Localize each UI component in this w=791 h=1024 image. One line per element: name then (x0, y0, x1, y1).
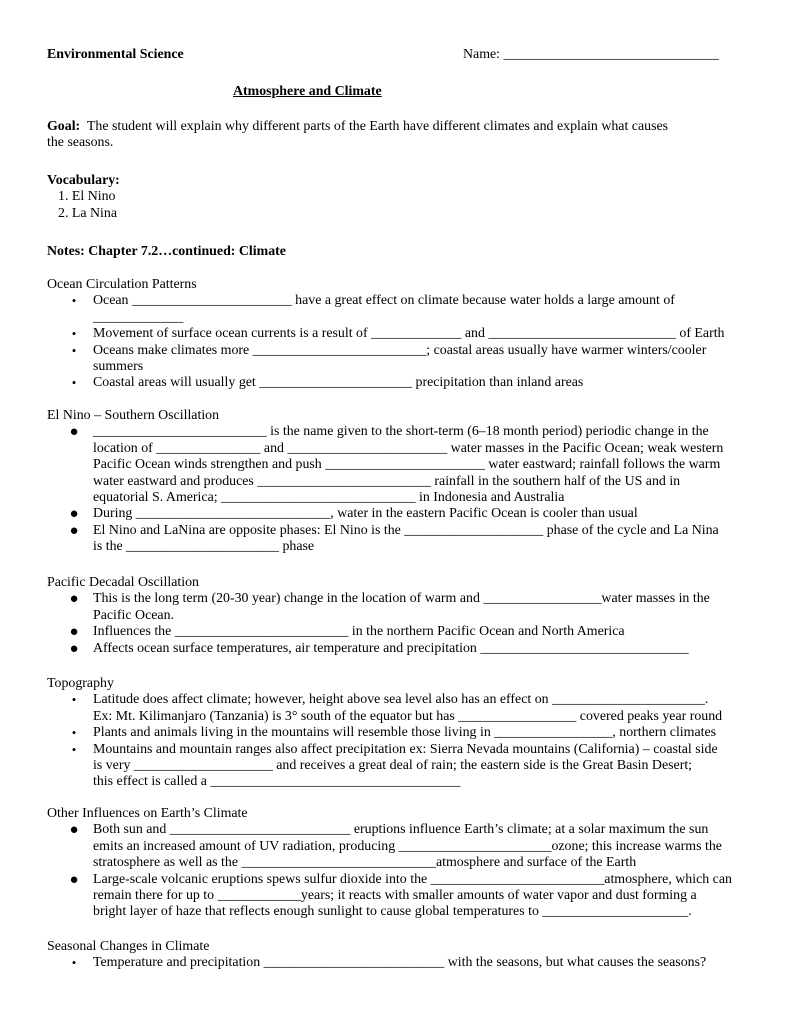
bullet-icon: ● (69, 522, 79, 539)
pdo-item-1: ● This is the long term (20-30 year) change in the location of warm and _________________water masses in the Pacific Ocean. (69, 591, 710, 623)
bullet-icon: ● (69, 822, 79, 839)
vocabulary-label: Vocabulary: (47, 173, 120, 188)
topography-section-title: Topography (47, 676, 114, 691)
ocean-item-1: • Ocean _______________________ have a great effect on climate because water holds a large amount of _____________ (47, 293, 757, 326)
ocean-section-title: Ocean Circulation Patterns (47, 277, 197, 292)
other-item-2: ● Large-scale volcanic eruptions spews sulfur dioxide into the _________________________atmosphere, which can remain there for up to ____________years; it reacts with smaller amounts of water vapor and dust forming a bright layer of haze that reflects enough sunlight to cause global temperatures to _____________________. (69, 871, 732, 920)
bullet-icon: ● (69, 506, 79, 523)
bullet-icon: • (71, 293, 77, 309)
seasonal-section-title: Seasonal Changes in Climate (47, 939, 210, 954)
topography-item-2: • Plants and animals living in the mountains will resemble those living in _________________, northern climates (47, 725, 757, 741)
other-influences-title: Other Influences on Earth’s Climate (47, 806, 248, 821)
goal-section (47, 119, 757, 152)
goal-label: Goal: (47, 119, 81, 134)
el-nino-item-2: ● During ____________________________, water in the eastern Pacific Ocean is cooler than usual (69, 506, 638, 523)
goal-text-line-1: The student will explain why different parts of the Earth have different climates and explain what causes (86, 119, 669, 134)
bullet-icon: ● (69, 591, 79, 608)
ocean-section (47, 277, 757, 392)
ocean-item-2: • Movement of surface ocean currents is a result of _____________ and ___________________________ of Earth (47, 326, 757, 342)
bullet-icon: • (71, 375, 77, 391)
goal-text-line-2: the seasons. (47, 135, 114, 151)
bullet-icon: ● (69, 624, 79, 641)
vocabulary-section (47, 173, 757, 222)
ocean-item-4: • Coastal areas will usually get ______________________ precipitation than inland areas (47, 375, 757, 391)
ocean-item-3: • Oceans make climates more _________________________; coastal areas usually have warmer winters/cooler summers (47, 343, 757, 376)
bullet-icon: • (71, 725, 77, 741)
bullet-icon: ● (69, 424, 79, 441)
bullet-icon: • (71, 692, 77, 708)
vocab-item-el-nino: 1. El Nino (58, 189, 116, 205)
course-title: Environmental Science (47, 47, 184, 62)
bullet-icon: • (71, 955, 77, 971)
pdo-section-title: Pacific Decadal Oscillation (47, 575, 199, 590)
el-nino-section (47, 408, 757, 556)
other-item-1: ● Both sun and __________________________ eruptions influence Earth’s climate; at a solar maximum the sun emits an increased amount of UV radiation, producing ______________________ozone; this increase warms the stratosphere as well as the ____________________________atmosphere and surface of the Earth (69, 822, 722, 871)
topography-section (47, 676, 757, 791)
bullet-icon: ● (69, 640, 79, 657)
seasonal-item-1: • Temperature and precipitation __________________________ with the seasons, but what causes the seasons? (47, 955, 757, 971)
el-nino-item-1: ● _________________________ is the name given to the short-term (6–18 month period) periodic change in the location of _______________ and _______________________ water masses in the Pacific Ocean; weak western Pacific Ocean winds strengthen and push _______________________ water eastward; rainfall follows the warm water eastward and produces _________________________ rainfall in the southern half of the US and in equatorial S. America; ____________________________ in Indonesia and Australia (69, 424, 724, 506)
bullet-icon: • (71, 326, 77, 342)
topography-item-3: • Mountains and mountain ranges also affect precipitation ex: Sierra Nevada mountains (California) – coastal side is very ____________________ and receives a great deal of rain; the eastern side is the Great Basin Desert; this effect is called a ____________________________________ (47, 742, 757, 791)
vocab-item-la-nina: 2. La Nina (58, 205, 118, 221)
seasonal-section (47, 939, 757, 972)
el-nino-section-title: El Nino – Southern Oscillation (47, 408, 220, 423)
notes-heading: Notes: Chapter 7.2…continued: Climate (47, 244, 286, 259)
bullet-icon: • (71, 741, 77, 757)
el-nino-item-3: ● El Nino and LaNina are opposite phases: El Nino is the ____________________ phase of the cycle and La Nina is the ______________________ phase (69, 522, 719, 555)
page-title: Atmosphere and Climate (233, 84, 382, 99)
topography-item-1: • Latitude does affect climate; however, height above sea level also has an effect on ______________________. Ex: Mt. Kilimanjaro (Tanzania) is 3° south of the equator but has _________________ covered peaks year round (47, 692, 757, 725)
other-influences-section (47, 806, 757, 921)
name-field: Name: _______________________________ (463, 47, 719, 62)
bullet-icon: • (71, 342, 77, 358)
pdo-section (47, 575, 757, 657)
pdo-item-2: ● Influences the _________________________ in the northern Pacific Ocean and North America (69, 624, 625, 641)
pdo-item-3: ● Affects ocean surface temperatures, air temperature and precipitation ______________________________ (69, 640, 689, 657)
bullet-icon: ● (69, 871, 79, 888)
